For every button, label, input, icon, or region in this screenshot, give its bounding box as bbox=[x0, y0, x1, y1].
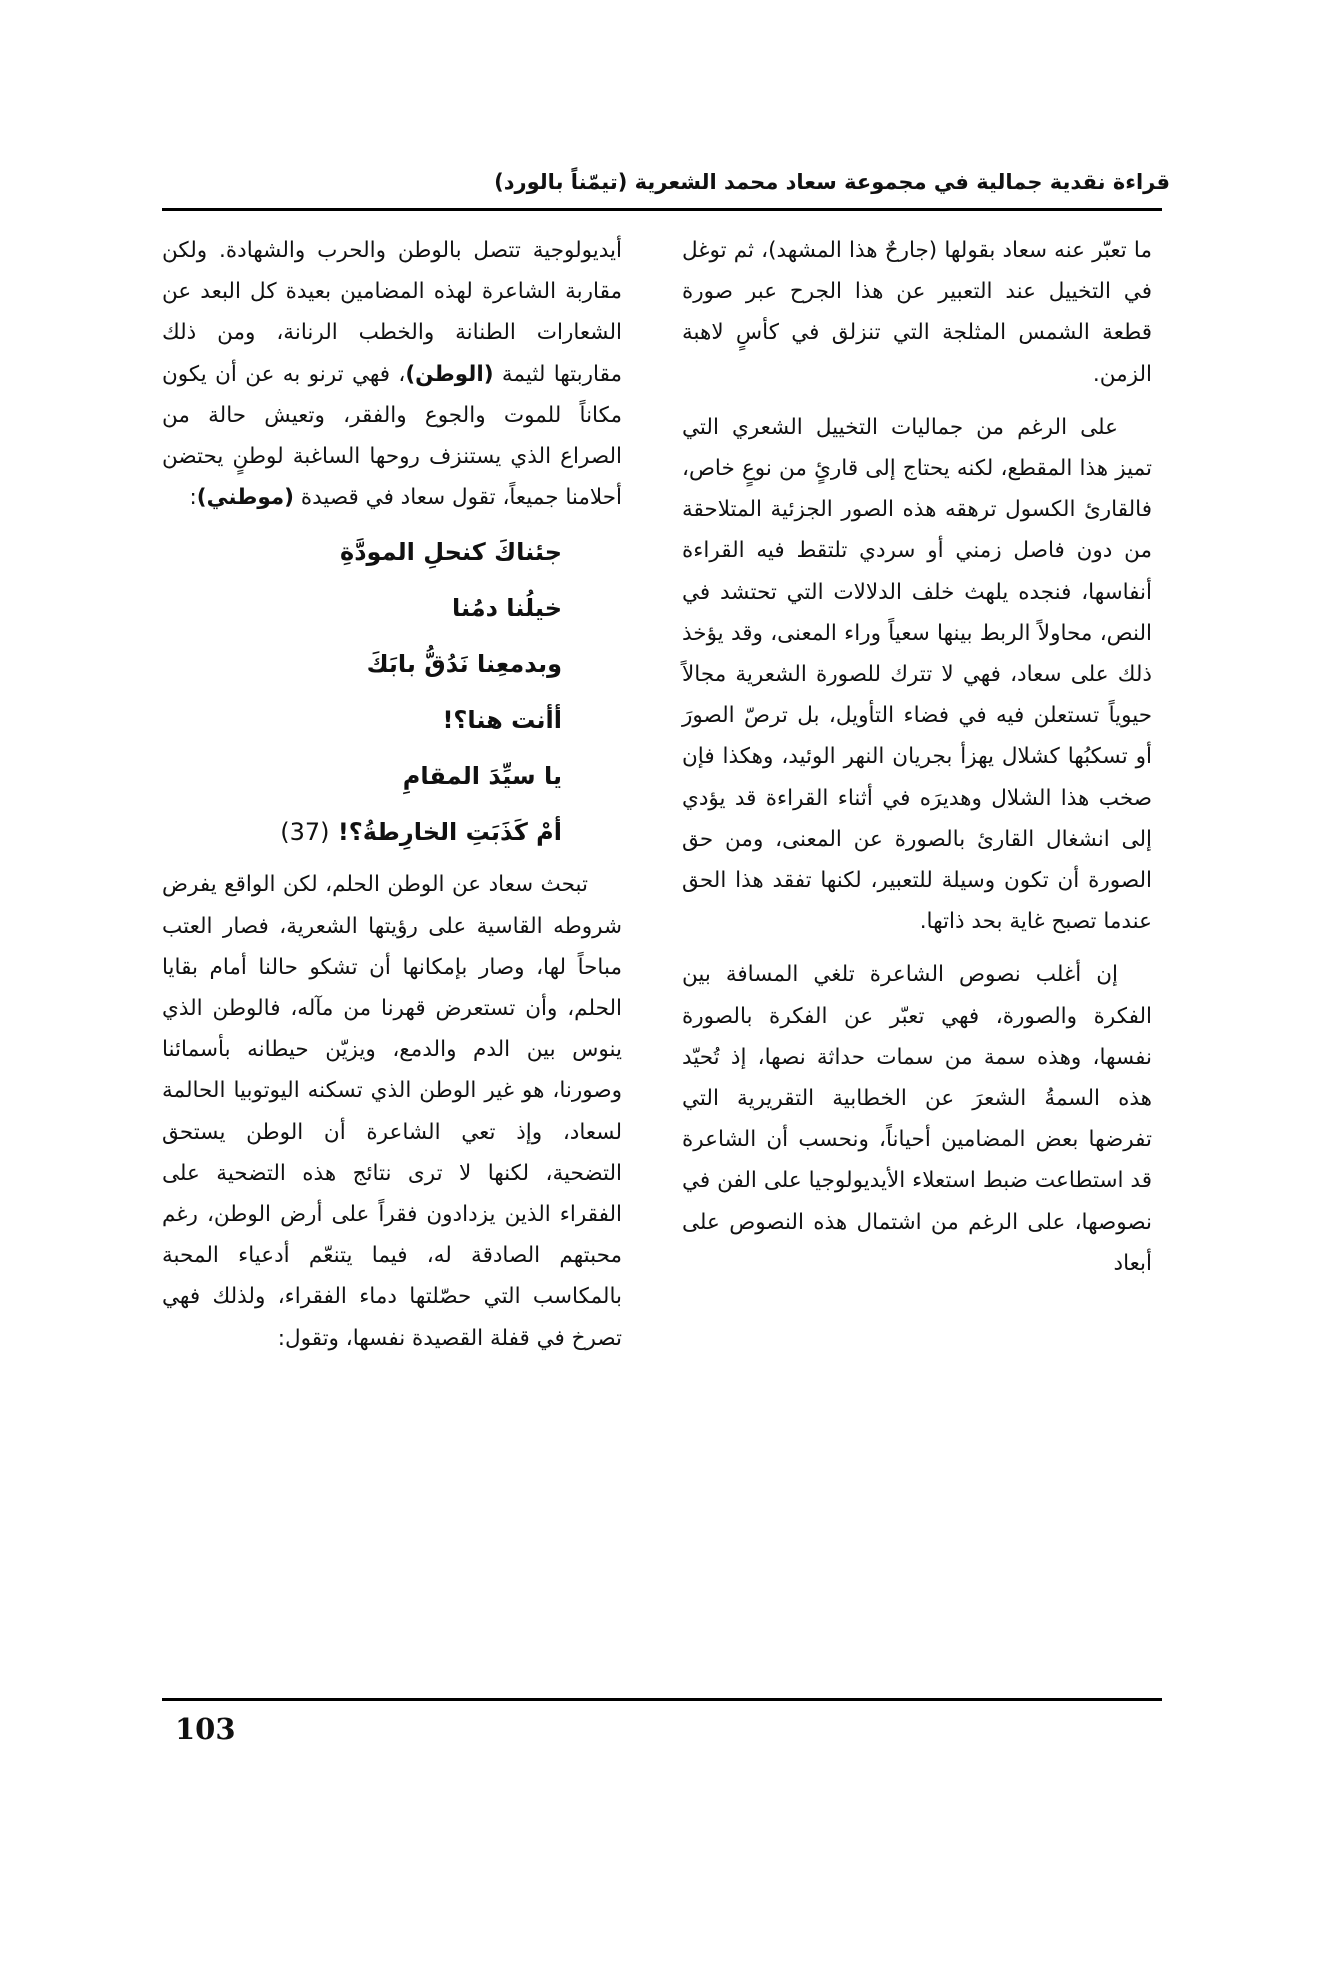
header-rule bbox=[162, 208, 1162, 211]
paragraph-text: : bbox=[189, 485, 197, 511]
verse-line: خيلُنا دمُنا bbox=[451, 594, 562, 623]
verse-line: وبدمعِنا نَدُقُّ بابَكَ bbox=[366, 650, 562, 679]
paragraph-text: ، فهي ترنو به عن أن يكون مكاناً للموت والجوع والفقر، وتعيش حالة من الصراع الذي يستنزف روحها الساغبة لوطنٍ يحتضن أحلامنا جميعاً، تقول سعاد في قصيدة bbox=[162, 361, 622, 511]
page-number: 103 bbox=[175, 1712, 236, 1746]
verse-line bbox=[162, 804, 562, 860]
paragraph: على الرغم من جماليات التخييل الشعري التي تميز هذا المقطع، لكنه يحتاج إلى قارئٍ من نوعٍ خاص، فالقارئ الكسول ترهقه هذه الصور الجزئية المتلاحقة من دون فاصل زمني أو سردي تلتقط فيه القراءة أنفاسها، فنجده يلهث خلف الدلالات التي تحتشد في النص، محاولاً الربط بينها سعياً وراء المعنى، وقد يؤخذ ذلك على سعاد، فهي لا تترك للصورة الشعرية مجالاً حيوياً تستعلن فيه في فضاء التأويل، بل ترصّ الصورَ أو تسكبُها كشلال يهزأ بجريان النهر الوئيد، وهكذا فإن صخب هذا الشلال وهديرَه في أثناء القراءة قد يؤدي إلى انشغال القارئ بالصورة عن المعنى، ومن حق الصورة أن تكون وسيلة للتعبير، لكنها تفقد هذا الحق عندما تصبح غاية بحد ذاتها. bbox=[682, 414, 1152, 935]
paragraph: تبحث سعاد عن الوطن الحلم، لكن الواقع يفرض شروطه القاسية على رؤيتها الشعرية، فصار العتب مباحاً لها، وصار بإمكانها أن تشكو حالنا أمام بقايا الحلم، وأن تستعرض قهرنا من مآله، فالوطن الذي ينوس بين الدم والدمع، ويزيّن حيطانه بأسمائنا وصورنا، هو غير الوطن الذي تسكنه اليوتوبيا الحالمة لسعاد، وإذ تعي الشاعرة أن الوطن يستحق التضحية، لكنها لا ترى نتائج هذه التضحية على الفقراء الذين يزدادون فقراً على أرض الوطن، رغم محبتهم الصادقة له، فيما يتنعّم أدعياء المحبة بالمكاسب التي حصّلتها دماء الفقراء، ولذلك فهي تصرخ في قفلة القصيدة نفسها، وتقول: bbox=[162, 872, 622, 1351]
verse-line: أأنت هنا؟! bbox=[442, 706, 562, 735]
paragraph bbox=[162, 230, 622, 518]
verse-line: جئناكَ كنحلِ المودَّةِ bbox=[340, 538, 562, 567]
right-column bbox=[682, 230, 1152, 1284]
paragraph: ما تعبّر عنه سعاد بقولها (جارحٌ هذا المشهد)، ثم توغل في التخييل عند التعبير عن هذا الجرح عبر صورة قطعة الشمس المثلجة التي تنزلق في كأسٍ لاهبة الزمن. bbox=[682, 238, 1152, 387]
verse-text: أمْ كَذَبَتِ الخارِطةُ؟! bbox=[337, 818, 562, 847]
verse-line: يا سيِّدَ المقامِ bbox=[402, 762, 562, 791]
paragraph: إن أغلب نصوص الشاعرة تلغي المسافة بين الفكرة والصورة، فهي تعبّر عن الفكرة بالصورة نفسها، وهذه سمة من سمات حداثة نصها، إذ تُحيّد هذه السمةُ الشعرَ عن الخطابية التقريرية التي تفرضها بعض المضامين أحياناً، ونحسب أن الشاعرة قد استطاعت ضبط استعلاء الأيديولوجيا على الفن في نصوصها، على الرغم من اشتمال هذه النصوص على أبعاد bbox=[682, 962, 1152, 1276]
paragraph-text: أيديولوجية تتصل بالوطن والحرب والشهادة. ولكن مقاربة الشاعرة لهذه المضامين بعيدة كل البعد عن الشعارات الطنانة والخطب الرنانة، ومن ذلك مقاربتها لثيمة bbox=[162, 238, 622, 387]
poem-title: (موطني) bbox=[196, 485, 295, 511]
left-column bbox=[162, 230, 622, 1359]
citation-number: (37) bbox=[280, 818, 330, 847]
poem-excerpt bbox=[162, 524, 622, 860]
footer-rule bbox=[162, 1698, 1162, 1701]
theme-term: (الوطن) bbox=[405, 361, 494, 387]
running-head-title: قراءة نقدية جمالية في مجموعة سعاد محمد الشعرية (تيمّناً بالورد) bbox=[494, 170, 1170, 194]
